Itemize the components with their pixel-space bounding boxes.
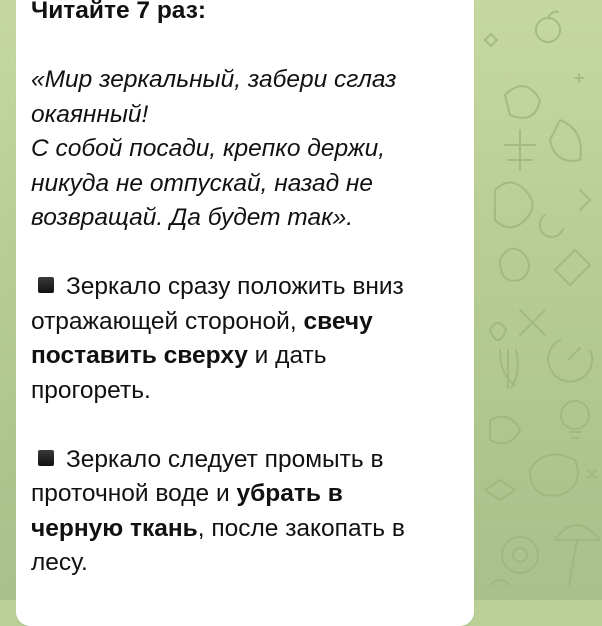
instruction-1-emphasis: поставить сверху <box>31 342 248 369</box>
instruction-2-line-3 <box>31 512 461 547</box>
instruction-1-line-2 <box>31 305 461 340</box>
instruction-1-line-4: прогореть. <box>31 376 151 404</box>
instruction-2 <box>31 443 461 478</box>
instruction-1-text: и дать <box>247 342 327 369</box>
instruction-2-line-4: лесу. <box>31 549 88 576</box>
quote-line: окаянный! <box>31 100 149 128</box>
black-square-icon <box>38 450 54 466</box>
black-square-icon <box>38 277 54 293</box>
quote-line: «Мир зеркальный, забери сглаз <box>31 66 397 93</box>
quote-line: С собой посади, крепко держи, <box>31 135 386 162</box>
instruction-2-line-2 <box>31 477 461 512</box>
quote-line: возвращай. Да будет так». <box>31 204 354 231</box>
instruction-2-emphasis: убрать в <box>236 480 343 507</box>
instruction-2-text: проточной воде и <box>31 480 237 507</box>
message-heading: Читайте 7 раз: <box>31 0 207 24</box>
instruction-1-emphasis: свечу <box>303 307 373 335</box>
spacer <box>31 236 461 271</box>
quote-line: никуда не отпускай, назад не <box>31 169 374 197</box>
message-text <box>31 0 461 581</box>
instruction-2-line-1: Зеркало следует промыть в <box>66 445 384 473</box>
instruction-1-text: отражающей стороной, <box>31 307 304 335</box>
instruction-1-line-1: Зеркало сразу положить вниз <box>66 273 404 300</box>
instruction-1 <box>31 270 461 305</box>
instruction-2-text: , после закопать в <box>197 514 405 542</box>
instruction-2-emphasis: черную ткань <box>31 514 198 542</box>
instruction-1-line-3 <box>31 339 461 374</box>
spacer <box>31 29 461 64</box>
spacer <box>31 408 461 443</box>
